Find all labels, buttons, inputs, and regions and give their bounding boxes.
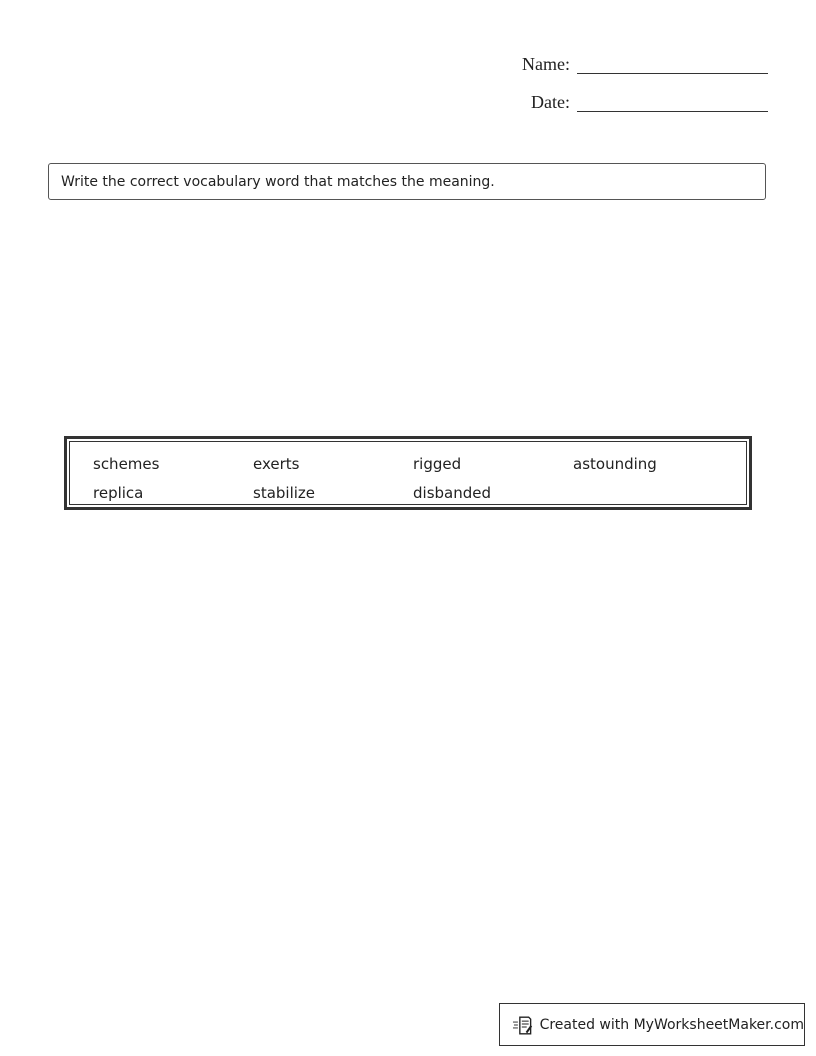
instructions-box: Write the correct vocabulary word that matches the meaning. bbox=[48, 163, 766, 200]
date-label: Date: bbox=[531, 92, 570, 112]
footer-credit-text[interactable]: Created with MyWorksheetMaker.com bbox=[539, 1016, 804, 1033]
date-field-row bbox=[480, 91, 768, 112]
name-label: Name: bbox=[522, 54, 570, 74]
word-bank-item: rigged bbox=[413, 455, 462, 473]
word-bank-item: astounding bbox=[573, 455, 657, 473]
word-bank-item: exerts bbox=[253, 455, 300, 473]
word-bank-item: replica bbox=[93, 484, 144, 502]
date-blank-line[interactable] bbox=[577, 91, 768, 112]
name-field-row bbox=[480, 53, 768, 74]
word-bank-grid bbox=[93, 450, 733, 508]
word-bank-item: stabilize bbox=[253, 484, 316, 502]
document-pen-icon bbox=[512, 1014, 534, 1036]
word-bank bbox=[64, 436, 752, 510]
name-blank-line[interactable] bbox=[577, 53, 768, 74]
footer-badge[interactable] bbox=[499, 1003, 805, 1046]
word-bank-inner-border bbox=[69, 441, 747, 505]
word-bank-item: schemes bbox=[93, 455, 160, 473]
word-bank-item: disbanded bbox=[413, 484, 491, 502]
